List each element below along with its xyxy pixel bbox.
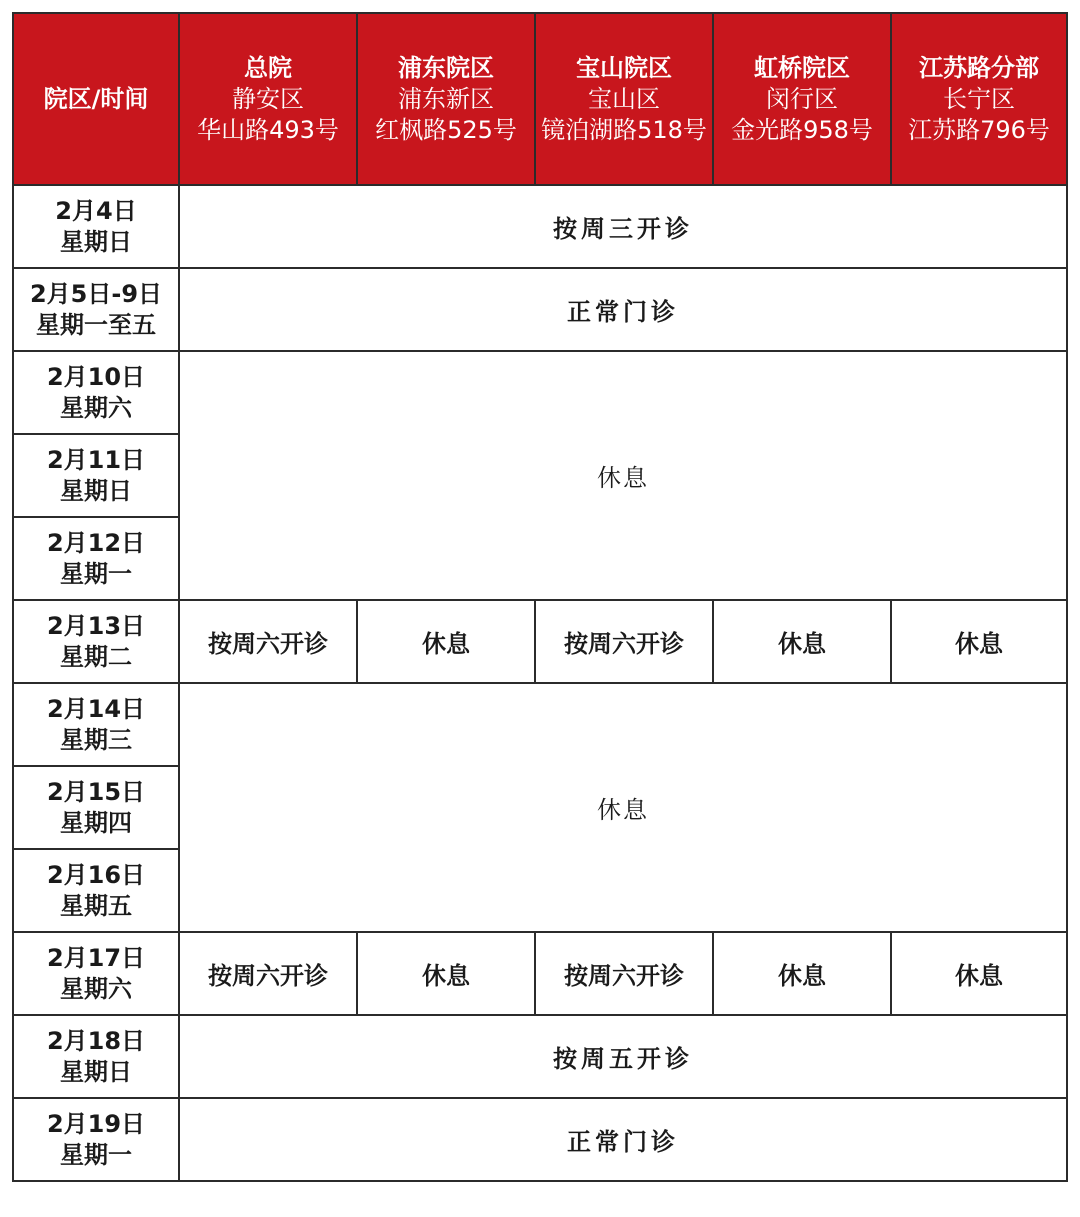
date-label: 2月13日: [46, 611, 146, 640]
weekday-label: 星期一: [60, 559, 132, 588]
status-cell-hongqiao: 休息: [713, 932, 891, 1015]
campus-name: 江苏路分部: [919, 53, 1039, 82]
date-label: 2月16日: [46, 860, 146, 889]
campus-name: 浦东院区: [398, 53, 494, 82]
date-cell: [13, 1015, 179, 1098]
header-campus-pudong: [357, 13, 535, 185]
weekday-label: 星期三: [60, 725, 132, 754]
status-all-campuses: 正常门诊: [179, 1098, 1067, 1181]
campus-address: 金光路958号: [731, 115, 873, 144]
date-label: 2月12日: [46, 528, 146, 557]
campus-name: 总院: [244, 53, 292, 82]
date-cell: [13, 849, 179, 932]
campus-name: 虹桥院区: [754, 53, 850, 82]
table-row: [13, 351, 1067, 434]
weekday-label: 星期五: [60, 891, 132, 920]
header-row: [13, 13, 1067, 185]
rest-status-block: 休息: [179, 351, 1067, 600]
status-cell-pudong: 休息: [357, 600, 535, 683]
date-cell: [13, 185, 179, 268]
campus-address: 江苏路796号: [908, 115, 1050, 144]
rest-status-block: 休息: [179, 683, 1067, 932]
date-cell: [13, 517, 179, 600]
date-label: 2月18日: [46, 1026, 146, 1055]
date-cell: [13, 932, 179, 1015]
header-campus-main: [179, 13, 357, 185]
date-cell: [13, 600, 179, 683]
date-label: 2月19日: [46, 1109, 146, 1138]
status-all-campuses: 按周五开诊: [179, 1015, 1067, 1098]
campus-address: 镜泊湖路518号: [541, 115, 707, 144]
weekday-label: 星期二: [60, 642, 132, 671]
date-cell: [13, 351, 179, 434]
campus-name: 宝山院区: [576, 53, 672, 82]
status-cell-main: 按周六开诊: [179, 932, 357, 1015]
campus-address: 红枫路525号: [375, 115, 517, 144]
clinic-schedule-table: [12, 12, 1068, 1182]
header-campus-time: 院区/时间: [13, 13, 179, 185]
date-cell: [13, 268, 179, 351]
date-label: 2月10日: [46, 362, 146, 391]
header-campus-jiangsulu: [891, 13, 1067, 185]
weekday-label: 星期日: [60, 1057, 132, 1086]
weekday-label: 星期一: [60, 1140, 132, 1169]
campus-district: 长宁区: [943, 84, 1015, 113]
date-label: 2月17日: [46, 943, 146, 972]
campus-district: 浦东新区: [398, 84, 494, 113]
table-row: [13, 1015, 1067, 1098]
date-label: 2月4日: [55, 196, 137, 225]
date-cell: [13, 1098, 179, 1181]
status-cell-baoshan: 按周六开诊: [535, 932, 713, 1015]
weekday-label: 星期四: [60, 808, 132, 837]
date-cell: [13, 434, 179, 517]
status-cell-pudong: 休息: [357, 932, 535, 1015]
campus-district: 静安区: [232, 84, 304, 113]
table-row: [13, 600, 1067, 683]
date-label: 2月11日: [46, 445, 146, 474]
date-cell: [13, 683, 179, 766]
weekday-label: 星期日: [60, 227, 132, 256]
status-all-campuses: 按周三开诊: [179, 185, 1067, 268]
table-row: [13, 683, 1067, 766]
weekday-label: 星期六: [60, 974, 132, 1003]
weekday-label: 星期日: [60, 476, 132, 505]
header-campus-baoshan: [535, 13, 713, 185]
header-campus-hongqiao: [713, 13, 891, 185]
table-row: [13, 1098, 1067, 1181]
status-cell-baoshan: 按周六开诊: [535, 600, 713, 683]
campus-address: 华山路493号: [197, 115, 339, 144]
status-all-campuses: 正常门诊: [179, 268, 1067, 351]
table-row: [13, 268, 1067, 351]
status-cell-jiangsulu: 休息: [891, 932, 1067, 1015]
table-row: [13, 185, 1067, 268]
date-cell: [13, 766, 179, 849]
campus-district: 闵行区: [766, 84, 838, 113]
date-label: 2月14日: [46, 694, 146, 723]
table-row: [13, 932, 1067, 1015]
date-label: 2月15日: [46, 777, 146, 806]
status-cell-hongqiao: 休息: [713, 600, 891, 683]
weekday-label: 星期一至五: [36, 310, 156, 339]
status-cell-jiangsulu: 休息: [891, 600, 1067, 683]
campus-district: 宝山区: [588, 84, 660, 113]
status-cell-main: 按周六开诊: [179, 600, 357, 683]
weekday-label: 星期六: [60, 393, 132, 422]
date-label: 2月5日-9日: [29, 279, 163, 308]
